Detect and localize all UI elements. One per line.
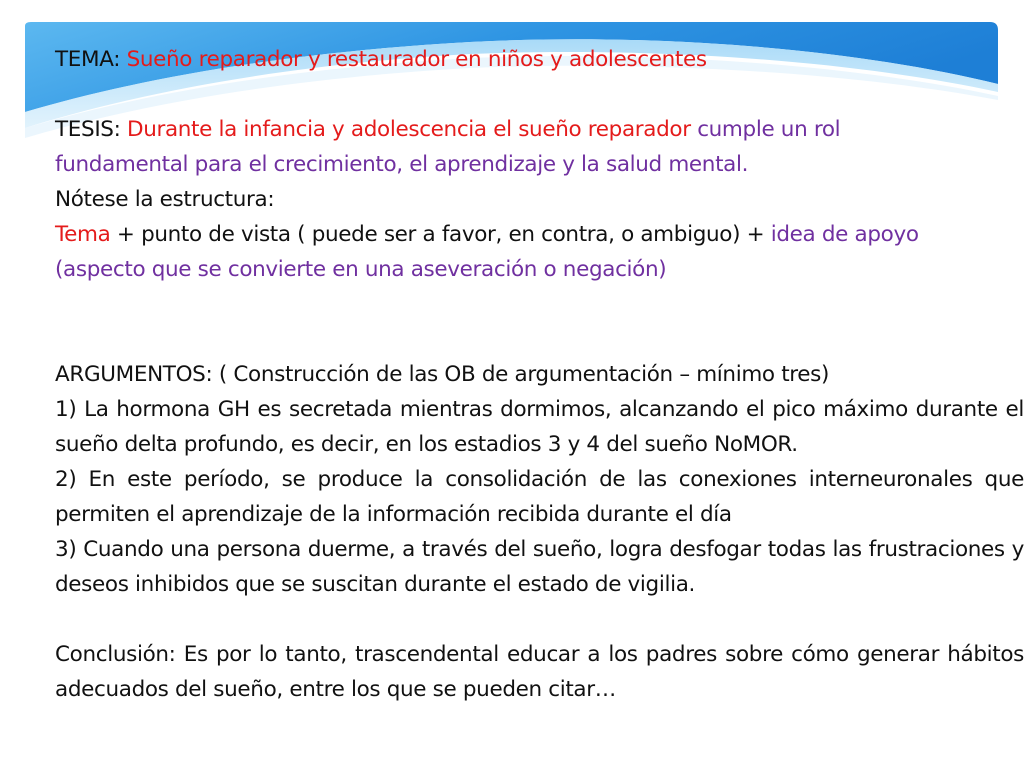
tesis-purple-text-1: cumple un rol	[697, 117, 841, 142]
argument-item-3: 3) Cuando una persona duerme, a través del sueño, logra desfogar todas las frustraciones y deseos inhibidos que se suscitan durante el estado de vigilia.	[55, 537, 1024, 597]
tesis-label: TESIS:	[55, 117, 121, 142]
tesis-purple-text-2: fundamental para el crecimiento, el aprendizaje y la salud mental.	[55, 152, 749, 177]
structure-aspecto: (aspecto que se convierte en una aseveración o negación)	[55, 257, 667, 282]
nota-title: Nótese la estructura:	[55, 187, 275, 212]
argument-item-2: 2) En este período, se produce la consolidación de las conexiones interneuronales que permiten el aprendizaje de la información recibida durante el día	[55, 467, 1024, 527]
argumentos-heading: ARGUMENTOS: ( Construcción de las OB de argumentación – mínimo tres)	[55, 362, 830, 387]
tesis-line-1	[55, 112, 1024, 147]
structure-line	[55, 217, 1024, 252]
tema-text: Sueño reparador y restaurador en niños y adolescentes	[126, 47, 707, 72]
argument-item-1: 1) La hormona GH es secretada mientras dormimos, alcanzando el pico máximo durante el sueño delta profundo, es decir, en los estadios 3 y 4 del sueño NoMOR.	[55, 397, 1024, 457]
structure-middle: + punto de vista ( puede ser a favor, en contra, o ambiguo) +	[116, 222, 765, 247]
tema-label: TEMA:	[55, 47, 121, 72]
tema-line	[55, 42, 1024, 77]
slide-content	[55, 42, 1024, 707]
tesis-red-text: Durante la infancia y adolescencia el sueño reparador	[126, 117, 691, 142]
conclusion-paragraph: Conclusión: Es por lo tanto, trascendental educar a los padres sobre cómo generar hábitos adecuados del sueño, entre los que se pueden citar…	[55, 642, 1024, 702]
structure-apoyo: idea de apoyo	[770, 222, 919, 247]
structure-tema-word: Tema	[55, 222, 111, 247]
